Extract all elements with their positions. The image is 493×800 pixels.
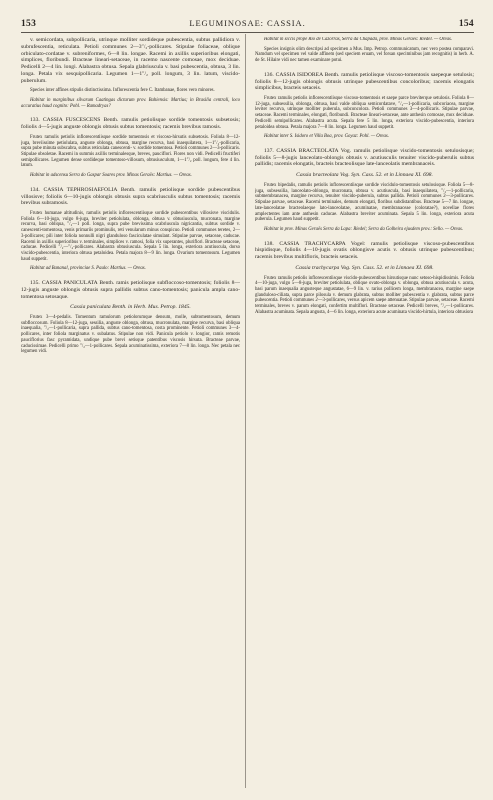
description: Frutex 3—4-pedalis. Tomentum ramulorum petiolorumque densum, molle, subtomentosum, demum subfloccosum. Foliola 8—12-juga, sessilia, anguste oblonga, obtusa, mucronulata, margine recurva, basi obliqua inaequalia, ″/₂—1-pollicaria, supra pallida, subtus cano-tomentosa, costa prominente. Petioli communes 3—4-pollicares, inter foliola marginatus v. subalatus. Stipulae non vidi. Panicula petiolo v. longior, ramis remotis pauciflorius fasc pyramidata, undique pube brevi setisque patentibus viscosis hirsuta. Bracteae parvae, caducissimae. Pedicelli primo ″/₂—1-pollicares. Sepala acuminatissima, exteriora 7—8 lin. longa. Nec petala nec legumen vidi. [21, 315, 240, 355]
description: Frutex bipedalis, ramulis petiolis inflorescentiisque sordide viscidulo-tomentosis setulosisque. Foliola 5—8-juga, subsessilia, lanceolato-oblonga, mucronata, obtusa v. acutiuscula, basi inaequilatera, ″/₂—1-pollicaria, submembranacea, margine recurva, tenuiter viscido-puberula, subtus pallida. Petioli communes 2—3-pollicares. Stipulae parvae, setaceae. Racemi terminales, demum elongati, floribus subdistantibus. Bracteae 5—7 lin. longae, late-lanceolatae bracteolaeque lato-lanceolatae, acuminatae, membranaceae (coloratae?), novellae flores amplectentes iam ante anthesin caducae. Alabastra breviter acuminata. Sepala 5 lin. longa, exteriora acuta puberula. Legumen haud suppetit. [255, 182, 474, 223]
habitat: Habitat in marginibus silvarum Caatingas dictarum prov. Bahiensis: Martius; in Brasilia centrali, loco accuratius haud cognito: Pohl. — Ramadryas? [21, 97, 240, 109]
species-heading-138: 138. CASSIA TRACHYCARPA Vogel: ramulis petiolisque viscoso-pubescentibus hispidisque, foliolis 4—10-jugis ovatis oblongisve acutis v. obtusis utrinque pubescentibus; racemis brevibus multifloris, bracteis setaceis. [255, 240, 474, 261]
species-heading-137: 137. CASSIA BRACTEOLATA Vog. ramulis petiolisque viscido-tomentosis setulosisque; foliolis 5—8-jugis lanceolato-oblongis obtusis v. acutiusculis tenuiter viscido-puberulis subtus pallidis; racemis elongatis, bracteis bracteolisque late-lanceolatis membranaceis. [255, 147, 474, 168]
description: Frutex humanae altitudinis, ramulis petiolis inflorescentiisque sordide pubescentibus villosisve viscidulis. Foliola 6—10-juga, vulgo 8-juga, breviter petiolulata, oblonga, obtusa v. obtusiuscula, mucronata, margine recurva, basi obliqua, ″/₂—1 poll. longa, supra pube brevissima scabriuscula nigricantia, subtus sordide v. canescenti-tomentosa, venis primariis prominulis, reti venularum minus conspicuo. Petioli communes teretes, 2—3-pollicares; pili inter foliola nonnulli nigri glanduloso fasciculatae simulant. Stipulae parvae, setaceae, caducae. Racemi in axillis superioribus v. terminales, simplices v. ramosi, folia vix superantes, pluriflori. Bracteae setaceae, caducae. Pedicelli ″/₂—″/₄-pollicares. Alabastra obtusiuscula. Sepala 5 lin. longa, exteriora acutiuscula, dorso viscido-pubescentia, interiora obtusa petaloidea. Petala majora 8—9 lin. longa. Ovarium tomentosum. Legumen haud suppetit. [21, 211, 240, 262]
page-number-left: 153 [21, 19, 37, 29]
running-header [21, 18, 474, 30]
two-column-body [21, 37, 474, 799]
column-divider [245, 34, 246, 788]
habitat: Habitat ad Bananal, provinciae S. Paulo: Martius. — Oreas. [30, 266, 146, 272]
description: Frutex ramulis petiolis inflorescentiisque viscido-pubescentibus hirsutisque nunc setoso-hispidissimis. Foliola 4—10-juga, vulgo 5—8-juga, breviter petiolulata, oblique ovato-oblonga v. oblonga, obtusa acutiuscula v. acuta, basi parum inaequalia angusteque angustatae, 6—9 lin. v. rarius pollicem longa, membranacea, margine saepe glanduloso-ciliata, supra parce pilosula v. demum glabrata, subtus molliter pubescentia v. glabrata, subtus parce pubescentia. Petioli communes 2—3-pollicares, versus apicem saepe attenuatae. Stipulae parvae, setaceae. Racemi terminales, breves v. parum elongati, confertim multiflori. Bracteae setaceae. Pedicelli breves, ″/₂—1-pollicares. Alabastra acuminata. Sepala angusta, 4—6 lin. longa, exteriora acute acuminata viscido-hirtula, interiora obtusiora [255, 275, 474, 315]
synonym: Cassia bracteolata Vog. Syn. Cass. 52. et in Linnaea XI. 698. [296, 172, 433, 179]
synonym: Cassia trachycarpa Vog. Syn. Cass. 52. et in Linnaea XI. 698. [295, 264, 434, 271]
note: Species inter affines stipulis distinctissima. Inflorescentia fere C. Itambanae, flores vero minores. [30, 88, 215, 94]
page-number-right: 154 [458, 19, 474, 29]
note: Species insignis olim descripsi ad specimen a Mus. Imp. Petrop. communicatum, nec vero postea comparavi. Namdum vel specimen vel valde affinem (sed speciem eruam, vel forsan speciminibus jam recognitis) in herb. A. de St. Hilaire vidi nec tamen examinare potui. [255, 46, 474, 64]
description: Frutex ramulis petiolis inflorescentiisque viscoso-tomentosis et saepe parce breviterque setulosis. Foliola 8—12-juga, subsessilia, oblonga, obtusa, basi valde obliqua semicordatave, ″/₂—1-pollicaria, subcoriacea, margine leviter recurva, utrinque molliter puberula, subconcolora. Petioli communes 3—4-pollicaris. Stipulae parvae, setaceae. Racemi terminales, elongati, floribundi. Bracteae lineari-setaceae, ante anthesin comosae, mox deciduae. Pedicelli semipollicares. Alabastra acuta. Sepala fere 5 lin. longa, exteriora viscido-pubescentia, interiora petaloidea obtusa. Petala majora 7—8 lin. longa. Legumen haud suppetit. [255, 96, 474, 130]
habitat: Habitat in siccis prope Rio de Cazorras, Serra da Chapada, prov. Minas Geraës: Riedel. — Oreas. [264, 37, 453, 42]
header-rule [21, 32, 474, 33]
right-column [255, 37, 474, 799]
habitat: Habitat inter S. Isidoro et Villa Boa, prov. Goyaz: Pohl. — Oreas. [264, 134, 389, 140]
description: Frutex ramulis petiolis inflorescentiisque sordide tomentosis et viscoso-hirsutis subsetosis. Foliola 8—12-juga, breviissime petiolulata, anguste oblonga, obtusa, margine recurva, basi inaequilatera, 1—1″/₂-pollicaria, supra pube minuta subscabra, subtus reticulata canescenti- v. sordide tomentosa. Petioli communes 2—3-pollicaris. Stipulae obsoletae. Racemi in summis axillis terminalesque, breves, pauciflori. Flores non vidi. Pedicelli fructiferi semipollicares. Legumen dense sordideque tomentoso-villosum, obtusiusculum, 1—1″/₂ poll. longum, fere 4 lin. latum. [21, 134, 240, 169]
synonym: Cassia paniculata Benth. in Herb. Mus. Petrop. 1845. [70, 304, 191, 311]
species-heading-136: 136. CASSIA ISIDOREA Benth. ramulis petiolisque viscoso-tomentosis saepeque setulosis; foliolis 8—12-jugis oblongis obtusis utrinque pubescentibus concoloribus; racemis elongatis simplicibus, bracteis setaceis. [255, 71, 474, 92]
running-title: LEGUMINOSAE: CASSIA. [189, 18, 306, 28]
left-column [21, 37, 240, 799]
paragraph: v. semicordata, subpollicaria, utrinque molliter sordideque pubescentia, subtus pallidiora v. subrufescentia, reticulata. Petioli communes 2—3″/₂-pollicares. Stipulae foliaceae, oblique orbiculato-cordatae v. subreniformes, 6—8 lin. longae. Racemi in axillis superioribus elongati, simplices, floribundi. Bracteae lineari-setaceae, in racemo nascente comosae, mox deciduae. Pedicelli 2—4 lin. longi. Alabastra obtusa. Sepala glabriuscula v. basi pubescentia, obtusa, 3 lin. longa. Petala vix sesquipollicaria. Legumen 1—1″/₂ poll. longum, 3 lin. latum, viscido-puberulum. [21, 37, 240, 84]
species-heading-133: 133. CASSIA FUSCESCENS Benth. ramulis petiolisque sordide tomentosis subsetosis; foliolis 4—5-jugis anguste oblongis obtusis subtus tomentosis; racemis brevibus ramosis. [21, 117, 240, 131]
species-heading-135: 135. CASSIA PANICULATA Benth. ramis petiolisque subfloccoso-tomentosis; foliolis 8—12-jugis anguste oblongis obtusis supra pallidis subtus cano-tomentosis; panicula ampla cano-tomentosa setosaque. [21, 280, 240, 300]
habitat: Habitat in adscensu Serra do Gaspar Soares prov. Minas Geraës: Martius. — Oreas. [30, 173, 192, 179]
habitat: Habitat in prov. Minas Geraës Serra da Lapa: Riedel; Serra da Golheira ejusdem prov.: Sello. — Oreas. [264, 226, 464, 232]
species-heading-134: 134. CASSIA TEPHROSIAEFOLIA Benth. ramulis petiolisque sordide pubescentibus villosisve; foliolis 6—10-jugis oblongis obtusis supra scabriusculis subtus tomentosis; racemis brevibus subramosis. [21, 186, 240, 207]
